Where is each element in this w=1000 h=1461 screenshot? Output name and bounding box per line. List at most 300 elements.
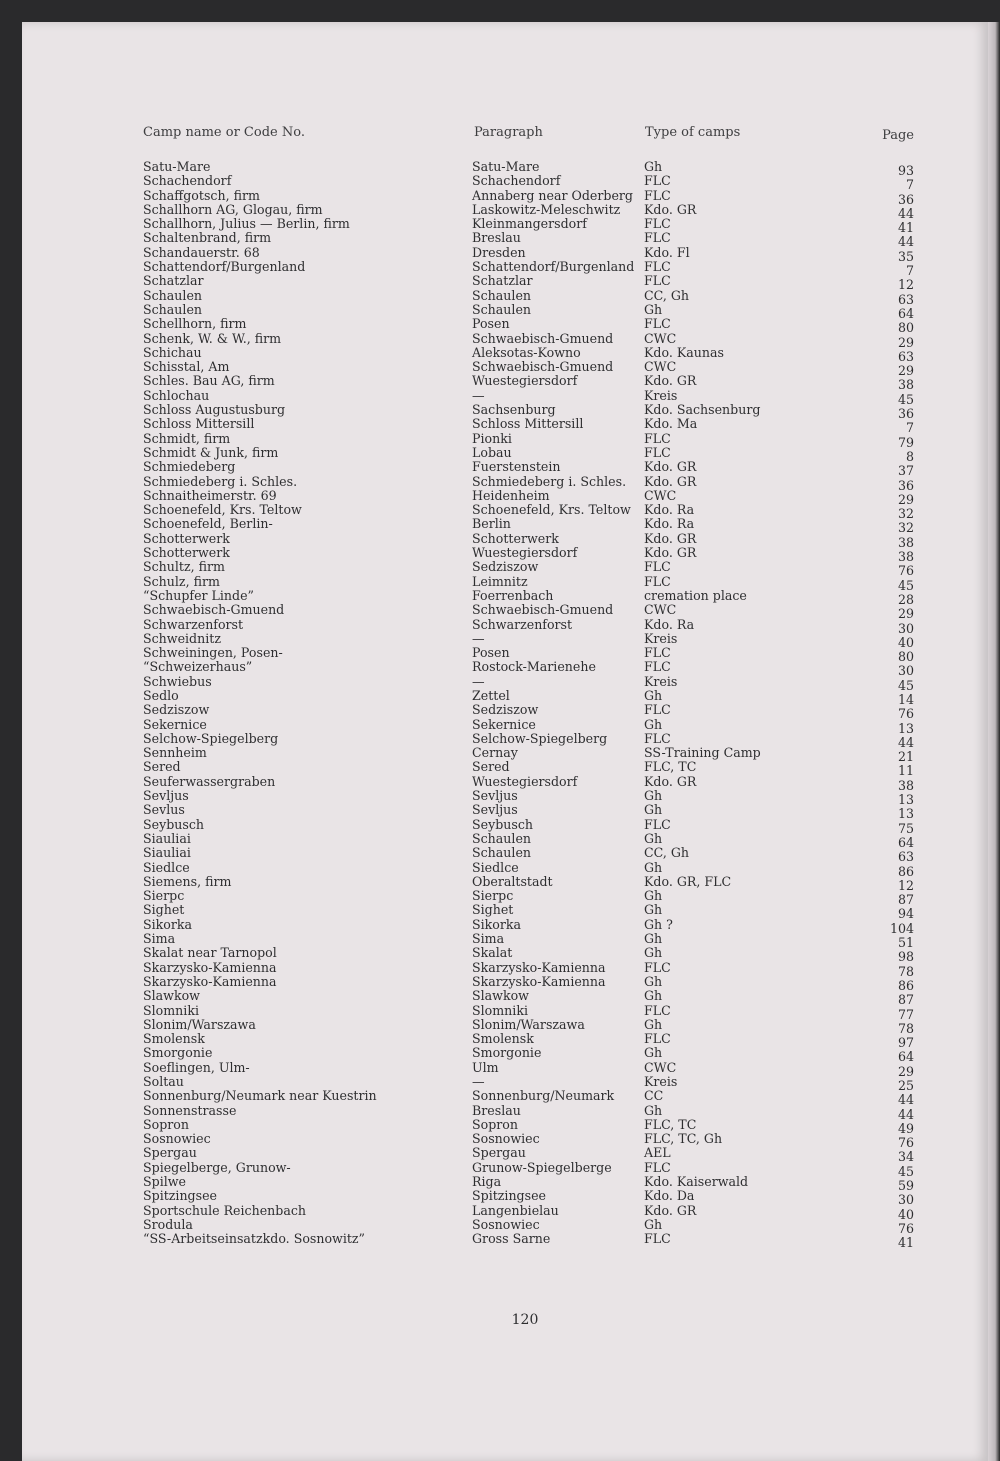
cell-paragraph: Pionki xyxy=(472,430,512,446)
cell-type: FLC xyxy=(644,430,671,446)
cell-camp-name: Sekernice xyxy=(143,716,207,732)
cell-page: 37 xyxy=(897,463,914,479)
cell-type: FLC xyxy=(644,273,671,289)
cell-type: FLC xyxy=(644,216,671,232)
table-row xyxy=(0,502,1000,522)
cell-camp-name: Schaffgotsch, firm xyxy=(143,187,260,203)
table-row xyxy=(0,173,1000,193)
cell-page: 44 xyxy=(897,1092,914,1108)
cell-type: Kdo. Kaunas xyxy=(644,344,724,360)
cell-page: 29 xyxy=(897,606,914,622)
cell-page: 32 xyxy=(897,506,914,522)
cell-paragraph: Annaberg near Oderberg xyxy=(472,187,633,203)
cell-page: 41 xyxy=(897,1235,914,1251)
cell-page: 76 xyxy=(897,563,914,579)
table-row xyxy=(0,1102,1000,1122)
cell-paragraph: Slomniki xyxy=(472,1002,528,1018)
cell-type: Gh xyxy=(644,859,663,875)
camp-table xyxy=(0,159,1000,1251)
cell-paragraph: Skalat xyxy=(472,945,513,961)
cell-type: CC, Gh xyxy=(644,287,690,303)
cell-paragraph: Sevljus xyxy=(472,802,518,818)
table-row xyxy=(0,301,1000,321)
cell-camp-name: Smorgonie xyxy=(143,1045,213,1061)
cell-camp-name: Spitzingsee xyxy=(143,1188,217,1204)
cell-type: Kdo. Ra xyxy=(644,502,695,518)
cell-type: CWC xyxy=(644,330,677,346)
cell-camp-name: Skalat near Tarnopol xyxy=(143,945,277,961)
cell-page: 30 xyxy=(897,620,914,636)
cell-type: Kdo. GR xyxy=(644,545,697,561)
cell-page: 76 xyxy=(897,706,914,722)
cell-paragraph: Oberaltstadt xyxy=(472,873,553,889)
cell-paragraph: Sopron xyxy=(472,1116,518,1132)
cell-paragraph: Wuestegiersdorf xyxy=(472,773,578,789)
cell-page: 25 xyxy=(897,1078,914,1093)
cell-page: 64 xyxy=(897,305,914,321)
table-row xyxy=(0,816,1000,836)
cell-camp-name: Schloss Augustusburg xyxy=(143,402,286,418)
table-row xyxy=(0,873,1000,893)
cell-page: 28 xyxy=(897,591,914,607)
cell-paragraph: Sosnowiec xyxy=(472,1216,540,1232)
cell-paragraph: Schotterwerk xyxy=(472,530,559,546)
cell-type: FLC xyxy=(644,573,671,589)
cell-camp-name: Schenk, W. & W., firm xyxy=(143,330,282,346)
table-row xyxy=(0,902,1000,922)
table-row xyxy=(0,1202,1000,1222)
cell-page: 75 xyxy=(897,820,914,836)
table-row xyxy=(0,716,1000,736)
table-row xyxy=(0,230,1000,250)
cell-type: Gh xyxy=(644,788,663,804)
cell-type: Gh xyxy=(644,988,663,1004)
table-row xyxy=(0,416,1000,436)
cell-paragraph: Aleksotas-Kowno xyxy=(472,344,581,360)
cell-type: FLC xyxy=(644,316,671,332)
cell-page: 38 xyxy=(897,377,914,393)
cell-camp-name: Skarzysko-Kamienna xyxy=(143,959,277,975)
table-row xyxy=(0,159,1000,178)
cell-type: FLC, TC, Gh xyxy=(644,1131,723,1147)
cell-camp-name: Slonim/Warszawa xyxy=(143,1016,256,1032)
cell-paragraph: Schoenefeld, Krs. Teltow xyxy=(472,502,631,518)
cell-page: 94 xyxy=(897,906,914,922)
cell-paragraph: Foerrenbach xyxy=(472,587,554,603)
cell-type: Kdo. Kaiserwald xyxy=(644,1174,749,1190)
cell-paragraph: Sosnowiec xyxy=(472,1131,540,1147)
cell-type: Gh xyxy=(644,1045,663,1061)
cell-paragraph: Schloss Mittersill xyxy=(472,416,584,432)
cell-type: Gh xyxy=(644,931,663,947)
cell-type: CWC xyxy=(644,359,677,375)
cell-type: FLC xyxy=(644,559,671,575)
table-row xyxy=(0,216,1000,236)
table-row xyxy=(0,287,1000,307)
cell-type: AEL xyxy=(644,1145,671,1161)
cell-type: Gh xyxy=(644,830,663,846)
cell-paragraph: Schwarzenforst xyxy=(472,616,573,632)
cell-page: 38 xyxy=(897,777,914,793)
cell-paragraph: Rostock-Marienehe xyxy=(472,659,596,675)
cell-camp-name: Srodula xyxy=(143,1216,193,1232)
cell-page: 41 xyxy=(897,220,914,236)
cell-paragraph: Laskowitz-Meleschwitz xyxy=(472,201,621,217)
cell-page: 78 xyxy=(897,1020,914,1036)
cell-type: CWC xyxy=(644,602,677,618)
cell-camp-name: Selchow-Spiegelberg xyxy=(143,730,279,746)
cell-paragraph: Fuerstenstein xyxy=(472,459,561,475)
cell-paragraph: Slawkow xyxy=(472,988,529,1004)
table-row xyxy=(0,587,1000,607)
table-row xyxy=(0,459,1000,479)
cell-paragraph: Sikorka xyxy=(472,916,522,932)
cell-camp-name: Sevljus xyxy=(143,788,189,804)
cell-type: Gh xyxy=(644,716,663,732)
cell-paragraph: Selchow-Spiegelberg xyxy=(472,730,608,746)
cell-page: 80 xyxy=(897,649,914,665)
cell-camp-name: Sopron xyxy=(143,1116,189,1132)
page-number: 120 xyxy=(511,1312,539,1328)
table-row xyxy=(0,344,1000,364)
cell-camp-name: Sedlo xyxy=(143,687,179,703)
cell-page: 29 xyxy=(897,334,914,350)
cell-page: 7 xyxy=(905,177,914,193)
cell-page: 36 xyxy=(897,477,914,493)
cell-type: Kdo. GR xyxy=(644,201,697,217)
cell-page: 35 xyxy=(897,248,914,264)
cell-camp-name: Siauliai xyxy=(143,830,191,846)
cell-type: Kdo. GR xyxy=(644,373,697,389)
cell-type: Kdo. GR, FLC xyxy=(644,873,732,889)
cell-camp-name: Schmiedeberg xyxy=(143,459,236,475)
table-row xyxy=(0,673,1000,693)
cell-camp-name: Schweiningen, Posen- xyxy=(143,645,283,661)
cell-type: Gh xyxy=(644,687,663,703)
table-row xyxy=(0,802,1000,822)
cell-type: Kdo. GR xyxy=(644,773,697,789)
header-camp-name: Camp name or Code No. xyxy=(143,125,305,140)
table-row xyxy=(0,1188,1000,1208)
table-row xyxy=(0,602,1000,622)
cell-camp-name: Schweidnitz xyxy=(143,630,221,646)
cell-page: 38 xyxy=(897,549,914,565)
cell-camp-name: Schmidt, firm xyxy=(143,430,231,446)
cell-type: CC xyxy=(644,1088,664,1104)
cell-paragraph: Heidenheim xyxy=(472,487,550,503)
cell-type: Kreis xyxy=(644,1074,678,1089)
table-row xyxy=(0,1002,1000,1022)
cell-paragraph: Breslau xyxy=(472,1102,521,1118)
cell-paragraph: Spitzingsee xyxy=(472,1188,546,1204)
cell-type: Gh xyxy=(644,1216,663,1232)
cell-paragraph: Kleinmangersdorf xyxy=(472,216,587,232)
cell-camp-name: Sima xyxy=(143,931,176,947)
cell-camp-name: Schmidt & Junk, firm xyxy=(143,444,279,460)
cell-type: FLC xyxy=(644,730,671,746)
cell-paragraph: Dresden xyxy=(472,244,526,260)
cell-page: 97 xyxy=(897,1035,914,1051)
cell-page: 29 xyxy=(897,363,914,379)
cell-page: 86 xyxy=(897,977,914,993)
cell-camp-name: Siauliai xyxy=(143,845,191,861)
table-row xyxy=(0,430,1000,450)
table-row xyxy=(0,702,1000,722)
cell-paragraph: Sedziszow xyxy=(472,559,539,575)
cell-type: Kdo. Da xyxy=(644,1188,695,1204)
cell-paragraph: Smolensk xyxy=(472,1031,534,1047)
table-row xyxy=(0,773,1000,793)
table-row xyxy=(0,988,1000,1008)
cell-type: Gh xyxy=(644,973,663,989)
cell-camp-name: Schatzlar xyxy=(143,273,204,289)
cell-page: 59 xyxy=(897,1178,914,1194)
cell-page: 30 xyxy=(897,663,914,679)
cell-page: 13 xyxy=(897,806,914,822)
cell-paragraph: Schwaebisch-Gmuend xyxy=(472,359,614,375)
table-row xyxy=(0,1059,1000,1079)
cell-camp-name: Sikorka xyxy=(143,916,193,932)
cell-paragraph: Grunow-Spiegelberge xyxy=(472,1159,612,1175)
cell-page: 63 xyxy=(897,348,914,364)
table-row xyxy=(0,1174,1000,1194)
cell-paragraph: Slonim/Warszawa xyxy=(472,1016,585,1032)
cell-camp-name: Seybusch xyxy=(143,816,204,832)
cell-page: 12 xyxy=(897,277,914,293)
cell-paragraph: Wuestegiersdorf xyxy=(472,373,578,389)
cell-page: 8 xyxy=(905,448,914,464)
cell-type: FLC xyxy=(644,959,671,975)
cell-page: 80 xyxy=(897,320,914,336)
cell-page: 87 xyxy=(897,992,914,1008)
cell-paragraph: Seybusch xyxy=(472,816,533,832)
cell-type: CWC xyxy=(644,1059,677,1075)
cell-camp-name: Schisstal, Am xyxy=(143,359,230,375)
cell-page: 40 xyxy=(897,1206,914,1222)
cell-type: Gh ? xyxy=(644,916,673,932)
cell-page: 44 xyxy=(897,234,914,250)
cell-page: 12 xyxy=(897,877,914,893)
cell-page: 63 xyxy=(897,291,914,307)
cell-paragraph: Sima xyxy=(472,931,505,947)
cell-type: Kdo. Ra xyxy=(644,616,695,632)
cell-page: 29 xyxy=(897,1063,914,1079)
cell-type: FLC xyxy=(644,1231,671,1247)
cell-type: Kdo. GR xyxy=(644,473,697,489)
table-row xyxy=(0,402,1000,422)
cell-camp-name: Schwaebisch-Gmuend xyxy=(143,602,285,618)
cell-camp-name: Schattendorf/Burgenland xyxy=(143,259,306,275)
table-row xyxy=(0,1116,1000,1136)
table-row xyxy=(0,730,1000,750)
table-row xyxy=(0,759,1000,779)
cell-type: Kreis xyxy=(644,387,678,403)
cell-camp-name: Schellhorn, firm xyxy=(143,316,247,332)
cell-paragraph: Breslau xyxy=(472,230,521,246)
cell-camp-name: Schloss Mittersill xyxy=(143,416,255,432)
cell-camp-name: Schmiedeberg i. Schles. xyxy=(143,473,298,489)
cell-page: 38 xyxy=(897,534,914,550)
cell-type: FLC, TC xyxy=(644,759,697,775)
cell-paragraph: Schachendorf xyxy=(472,173,561,189)
cell-type: Gh xyxy=(644,802,663,818)
cell-type: Kdo. Ma xyxy=(644,416,698,432)
table-row xyxy=(0,359,1000,379)
cell-paragraph: Schwaebisch-Gmuend xyxy=(472,602,614,618)
cell-camp-name: Sevlus xyxy=(143,802,185,818)
cell-type: Gh xyxy=(644,159,663,174)
cell-paragraph: Schaulen xyxy=(472,830,532,846)
cell-paragraph: Posen xyxy=(472,645,510,661)
cell-paragraph: Schaulen xyxy=(472,845,532,861)
table-row xyxy=(0,1231,1000,1251)
cell-camp-name: Slawkow xyxy=(143,988,200,1004)
table-row xyxy=(0,387,1000,407)
cell-page: 76 xyxy=(897,1135,914,1151)
cell-paragraph: — xyxy=(472,1074,485,1089)
cell-page: 93 xyxy=(897,163,914,178)
cell-paragraph: — xyxy=(472,630,485,646)
cell-page: 63 xyxy=(897,849,914,865)
cell-camp-name: Seuferwassergraben xyxy=(143,773,276,789)
table-row xyxy=(0,1074,1000,1093)
cell-paragraph: Gross Sarne xyxy=(472,1231,551,1247)
table-row xyxy=(0,573,1000,593)
cell-page: 29 xyxy=(897,491,914,507)
cell-page: 36 xyxy=(897,406,914,422)
table-row xyxy=(0,1131,1000,1151)
cell-page: 7 xyxy=(905,420,914,436)
cell-camp-name: Soeflingen, Ulm- xyxy=(143,1059,250,1075)
cell-camp-name: Satu-Mare xyxy=(143,159,211,174)
cell-camp-name: Schoenefeld, Berlin- xyxy=(143,516,273,532)
cell-paragraph: Langenbielau xyxy=(472,1202,559,1218)
header-type: Type of camps xyxy=(645,125,741,140)
table-row xyxy=(0,1216,1000,1236)
header-paragraph: Paragraph xyxy=(474,125,543,140)
cell-page: 36 xyxy=(897,191,914,207)
cell-page: 14 xyxy=(897,691,914,707)
table-row xyxy=(0,273,1000,293)
table-row xyxy=(0,616,1000,636)
table-row xyxy=(0,659,1000,679)
table-row xyxy=(0,259,1000,279)
cell-paragraph: Schaulen xyxy=(472,287,532,303)
cell-paragraph: Sekernice xyxy=(472,716,536,732)
cell-camp-name: Schwiebus xyxy=(143,673,212,689)
cell-page: 44 xyxy=(897,1106,914,1122)
table-row xyxy=(0,1145,1000,1165)
table-row xyxy=(0,687,1000,707)
cell-camp-name: Schulz, firm xyxy=(143,573,220,589)
header-page: Page xyxy=(882,128,914,143)
cell-page: 30 xyxy=(897,1192,914,1208)
cell-paragraph: — xyxy=(472,673,485,689)
table-row xyxy=(0,559,1000,579)
cell-camp-name: Schultz, firm xyxy=(143,559,225,575)
cell-page: 45 xyxy=(897,577,914,593)
table-row xyxy=(0,645,1000,665)
cell-camp-name: Schallhorn AG, Glogau, firm xyxy=(143,201,323,217)
cell-camp-name: Slomniki xyxy=(143,1002,199,1018)
table-row xyxy=(0,487,1000,507)
cell-page: 45 xyxy=(897,391,914,407)
cell-paragraph: Schatzlar xyxy=(472,273,533,289)
cell-camp-name: Schaltenbrand, firm xyxy=(143,230,272,246)
table-row xyxy=(0,959,1000,979)
table-row xyxy=(0,845,1000,865)
cell-type: Kdo. Fl xyxy=(644,244,690,260)
cell-page: 104 xyxy=(889,920,914,936)
cell-camp-name: Schaulen xyxy=(143,287,203,303)
cell-type: Kdo. GR xyxy=(644,530,697,546)
table-row xyxy=(0,859,1000,879)
cell-type: FLC xyxy=(644,259,671,275)
cell-type: Gh xyxy=(644,1016,663,1032)
cell-camp-name: Spiegelberge, Grunow- xyxy=(143,1159,291,1175)
cell-camp-name: Schotterwerk xyxy=(143,530,230,546)
cell-page: 7 xyxy=(905,263,914,279)
cell-paragraph: Wuestegiersdorf xyxy=(472,545,578,561)
cell-type: FLC xyxy=(644,173,671,189)
cell-paragraph: Spergau xyxy=(472,1145,526,1161)
table-row xyxy=(0,973,1000,993)
cell-page: 21 xyxy=(897,749,914,765)
cell-paragraph: Schwaebisch-Gmuend xyxy=(472,330,614,346)
cell-camp-name: Sierpc xyxy=(143,888,185,904)
cell-camp-name: Schnaitheimerstr. 69 xyxy=(143,487,277,503)
table-row xyxy=(0,745,1000,765)
table-row xyxy=(0,473,1000,493)
table-row xyxy=(0,1031,1000,1051)
table-row xyxy=(0,1016,1000,1036)
cell-page: 79 xyxy=(897,434,914,450)
cell-paragraph: Berlin xyxy=(472,516,511,532)
table-row xyxy=(0,945,1000,965)
cell-paragraph: Sedziszow xyxy=(472,702,539,718)
table-row xyxy=(0,187,1000,207)
cell-page: 77 xyxy=(897,1006,914,1022)
cell-camp-name: Skarzysko-Kamienna xyxy=(143,973,277,989)
cell-paragraph: Siedlce xyxy=(472,859,519,875)
cell-type: SS-Training Camp xyxy=(644,745,761,761)
cell-type: FLC xyxy=(644,1159,671,1175)
table-row xyxy=(0,1045,1000,1065)
cell-type: Kdo. GR xyxy=(644,1202,697,1218)
cell-page: 11 xyxy=(897,763,914,779)
cell-camp-name: Schandauerstr. 68 xyxy=(143,244,260,260)
table-row xyxy=(0,916,1000,936)
table-row xyxy=(0,630,1000,650)
cell-page: 98 xyxy=(897,949,914,965)
cell-page: 64 xyxy=(897,1049,914,1065)
cell-camp-name: Sonnenstrasse xyxy=(143,1102,237,1118)
cell-camp-name: “Schupfer Linde” xyxy=(143,587,254,603)
table-row xyxy=(0,888,1000,908)
cell-paragraph: Ulm xyxy=(472,1059,499,1075)
cell-type: CC, Gh xyxy=(644,845,690,861)
table-row xyxy=(0,545,1000,565)
cell-paragraph: Sighet xyxy=(472,902,514,918)
cell-camp-name: Smolensk xyxy=(143,1031,205,1047)
cell-paragraph: Satu-Mare xyxy=(472,159,540,174)
cell-camp-name: Soltau xyxy=(143,1074,184,1089)
cell-page: 40 xyxy=(897,634,914,650)
cell-paragraph: Schaulen xyxy=(472,301,532,317)
cell-page: 78 xyxy=(897,963,914,979)
cell-paragraph: Sonnenburg/Neumark xyxy=(472,1088,615,1104)
cell-type: cremation place xyxy=(644,587,747,603)
